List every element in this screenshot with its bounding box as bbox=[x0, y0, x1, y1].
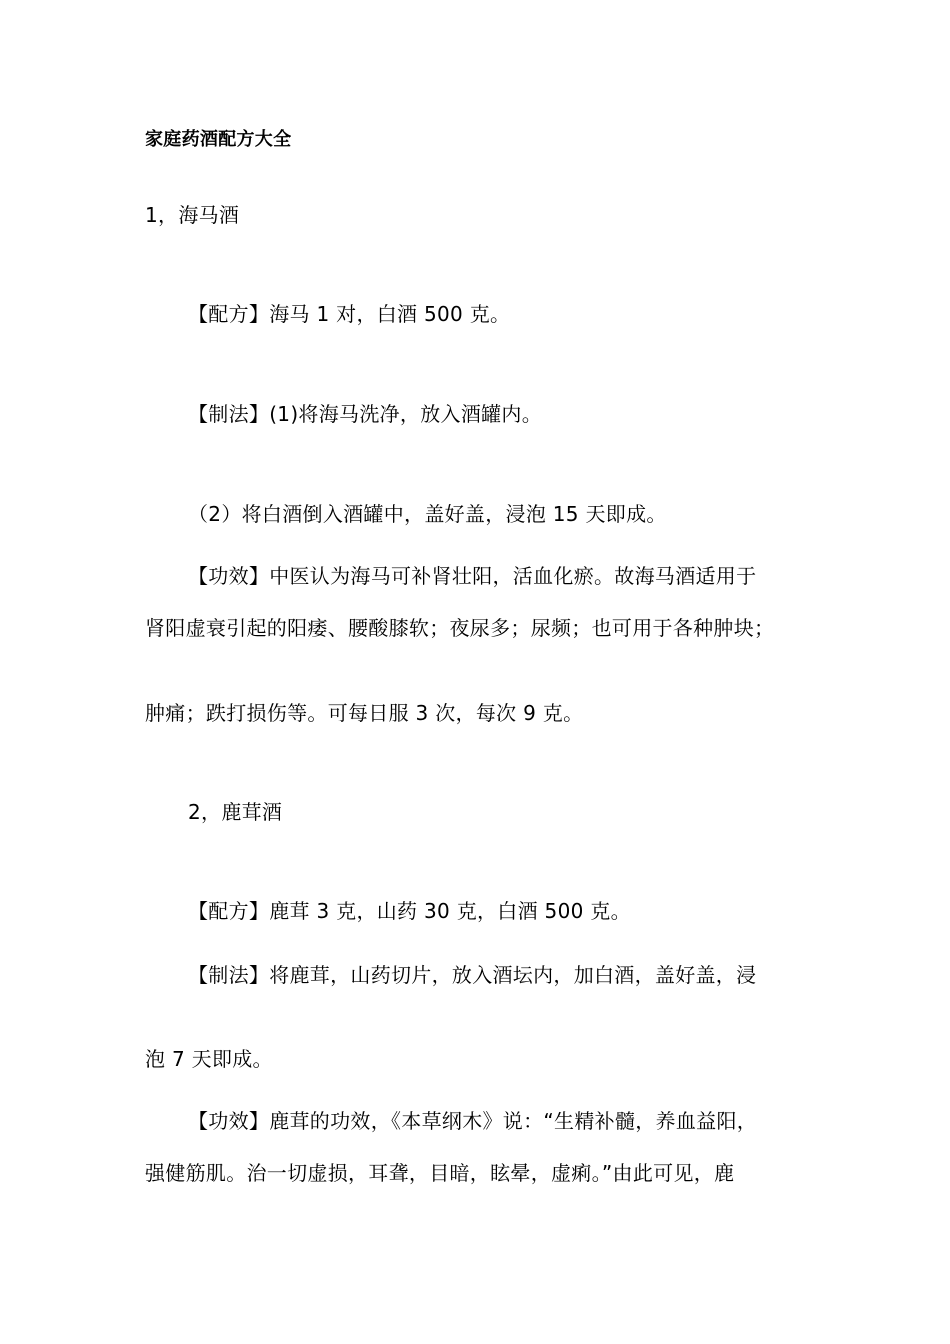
method-line-continued: 泡 7 天即成。 bbox=[145, 1047, 273, 1071]
effect-line: 【功效】中医认为海马可补肾壮阳，活血化瘀。故海马酒适用于 bbox=[188, 564, 757, 588]
formula-line: 【配方】海马 1 对，白酒 500 克。 bbox=[188, 302, 511, 326]
effect-line: 【功效】鹿茸的功效，《本草纲木》说：“生精补髓，养血益阳， bbox=[188, 1109, 758, 1133]
method-step-line: （2）将白酒倒入酒罐中，盖好盖，浸泡 15 天即成。 bbox=[188, 502, 667, 526]
formula-line: 【配方】鹿茸 3 克，山药 30 克，白酒 500 克。 bbox=[188, 899, 631, 923]
document-title: 家庭药酒配方大全 bbox=[145, 129, 292, 150]
method-line: 【制法】将鹿茸，山药切片，放入酒坛内，加白酒，盖好盖，浸 bbox=[188, 963, 757, 987]
effect-line-continued: 强健筋肌。治一切虚损，耳聋，目暗，眩晕，虚痢。”由此可见，鹿 bbox=[145, 1161, 735, 1185]
method-line: 【制法】(1)将海马洗净，放入酒罐内。 bbox=[188, 402, 543, 426]
recipe-heading-antler: 2，鹿茸酒 bbox=[188, 800, 283, 824]
effect-line-continued: 肾阳虚衰引起的阳痿、腰酸膝软；夜尿多；尿频；也可用于各种肿块； bbox=[145, 616, 775, 640]
recipe-heading-seahorse: 1，海马酒 bbox=[145, 203, 240, 227]
effect-line-continued: 肿痛；跌打损伤等。可每日服 3 次，每次 9 克。 bbox=[145, 701, 584, 725]
